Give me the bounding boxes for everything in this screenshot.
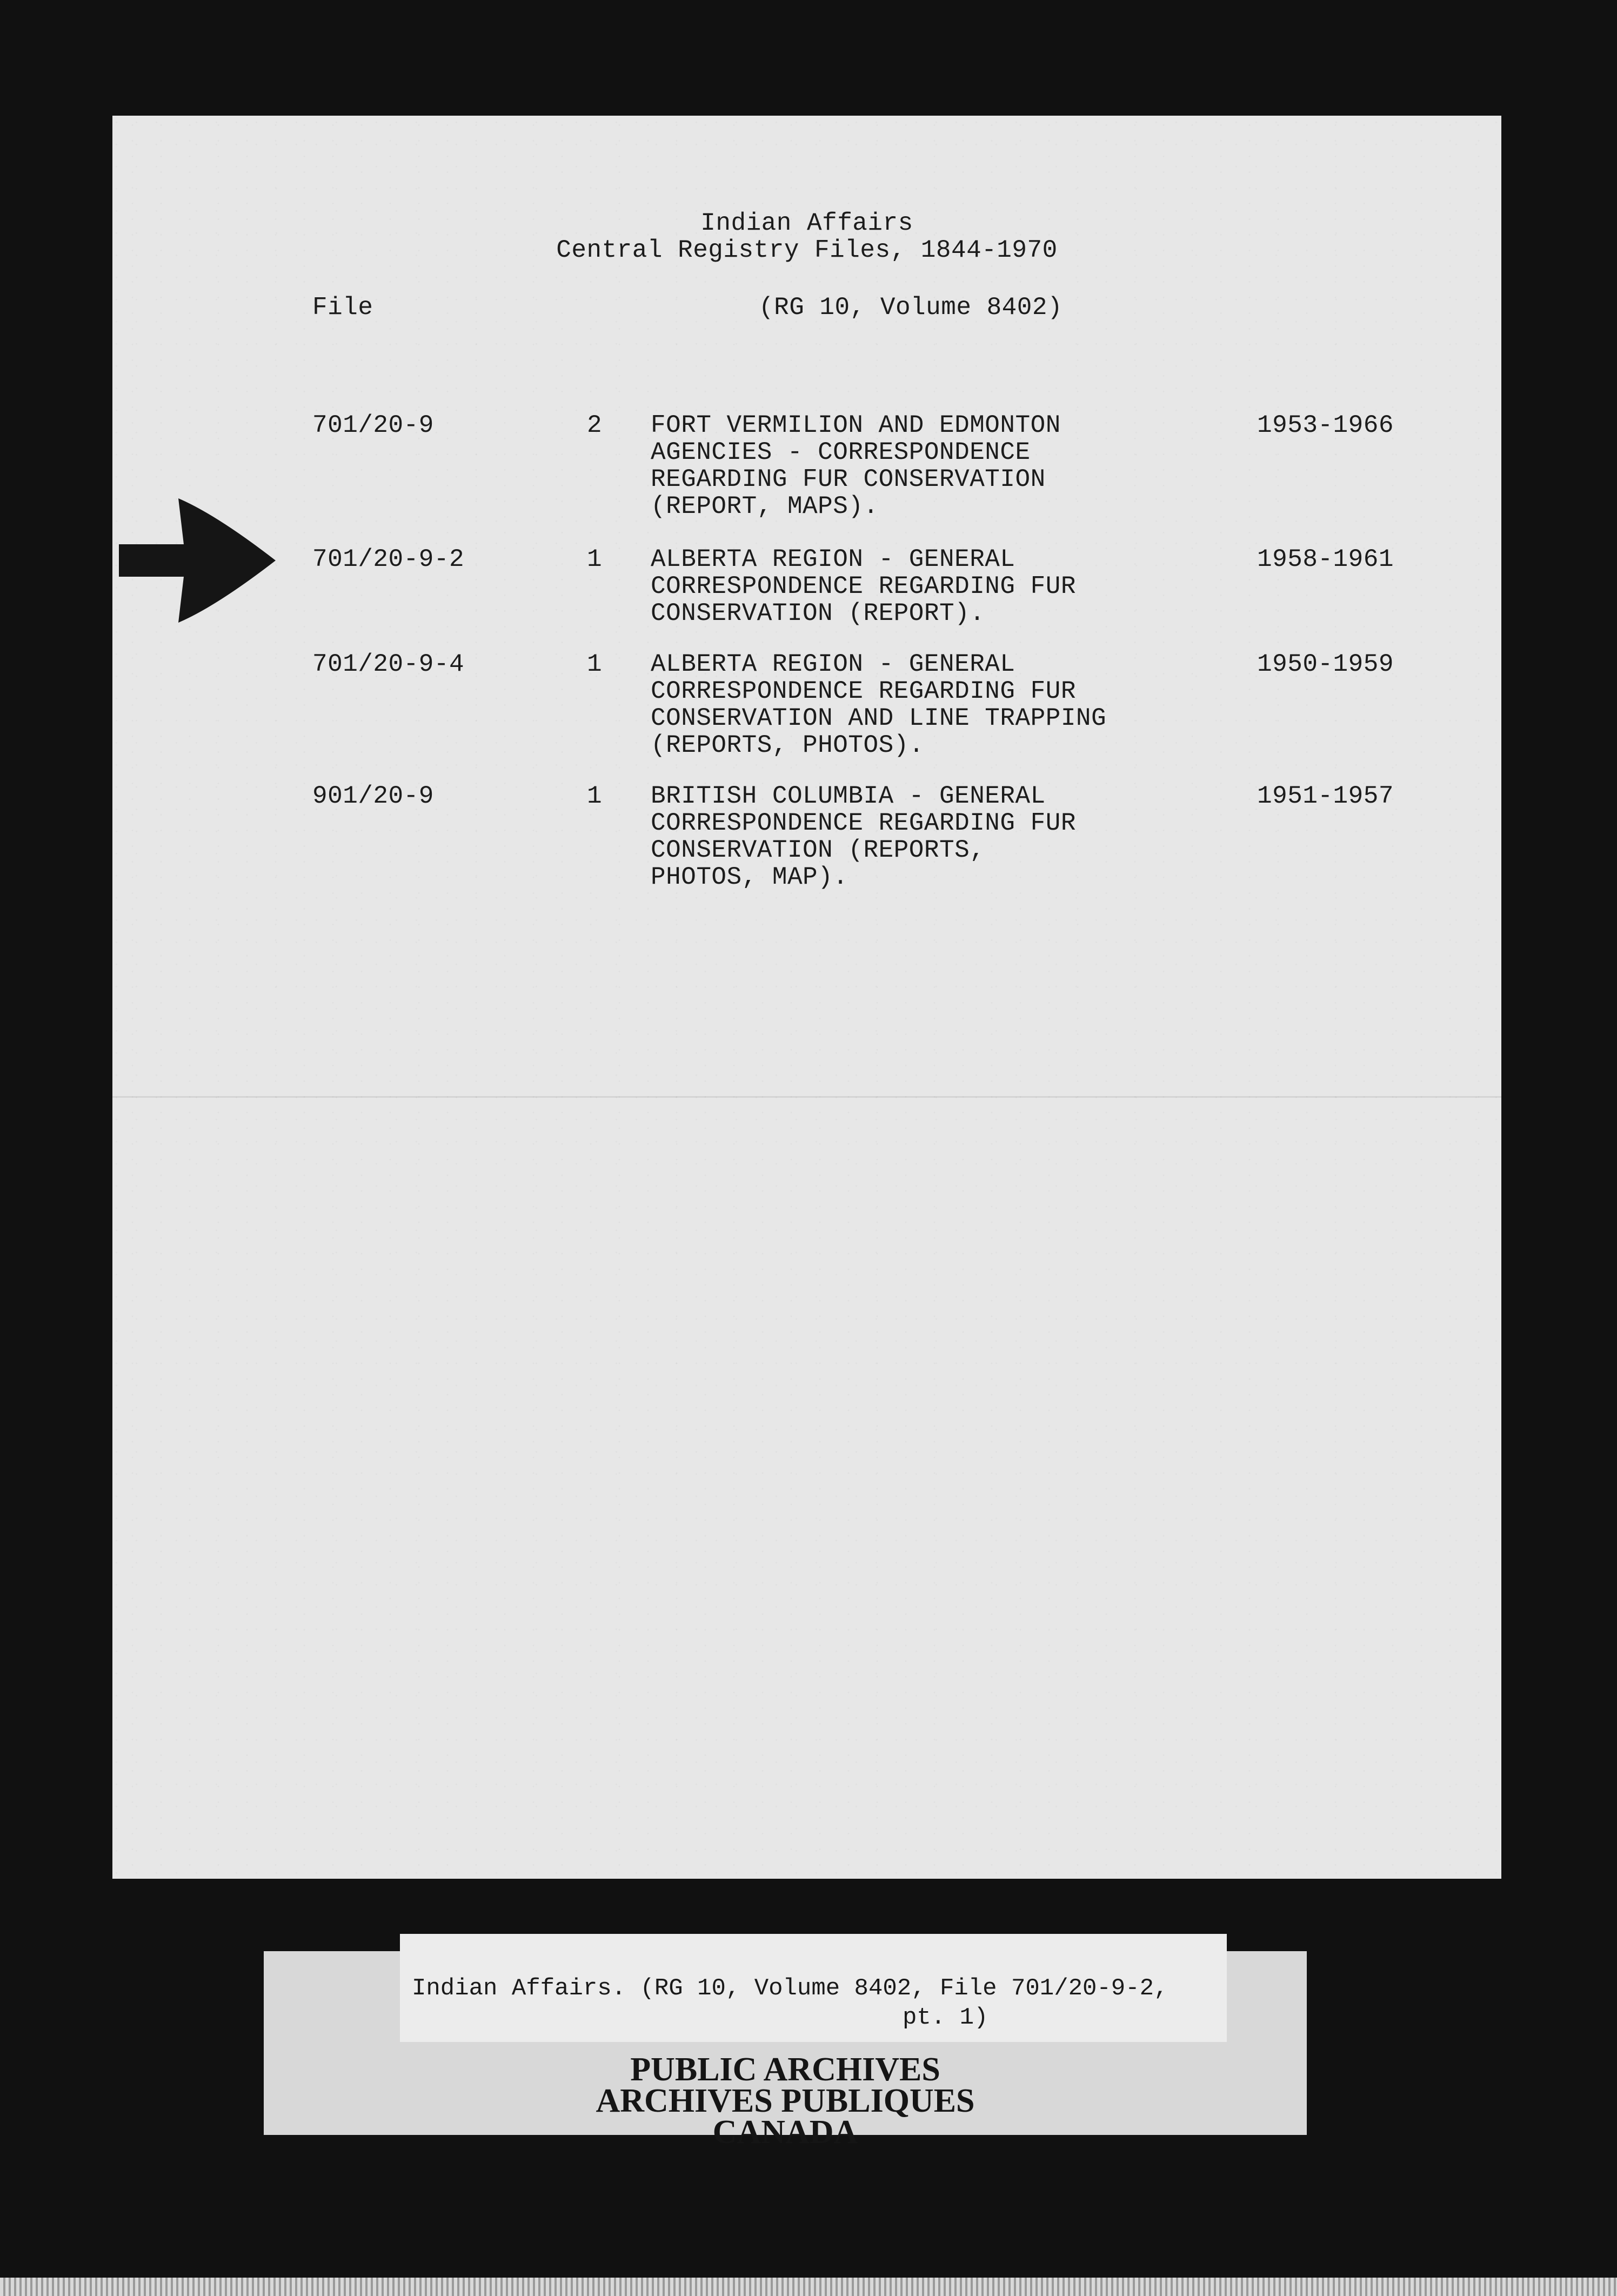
pointer-arrow-icon	[119, 493, 281, 628]
entry-volume: 1	[587, 545, 603, 573]
entry-volume: 2	[587, 411, 603, 439]
page-fold-line	[112, 1096, 1501, 1098]
entry-description-line: (REPORT, MAPS).	[651, 492, 879, 520]
entry-file-number: 901/20-9	[312, 782, 434, 810]
entry-description-line: FORT VERMILION AND EDMONTON	[651, 411, 1061, 439]
archives-stamp	[264, 2051, 1307, 2151]
entry-description-line: AGENCIES - CORRESPONDENCE	[651, 438, 1031, 466]
citation-card	[400, 1934, 1227, 2042]
entry-description-line: ALBERTA REGION - GENERAL	[651, 650, 1015, 678]
header-subtitle: Central Registry Files, 1844-1970	[556, 236, 1058, 264]
entry-dates: 1953-1966	[1257, 411, 1394, 439]
entry-file-number: 701/20-9-4	[312, 650, 465, 678]
entry-description-line: CONSERVATION AND LINE TRAPPING	[651, 704, 1107, 732]
volume-reference: (RG 10, Volume 8402)	[759, 293, 1063, 322]
entry-volume: 1	[587, 782, 603, 810]
entry-description-line: ALBERTA REGION - GENERAL	[651, 545, 1015, 573]
entry-description-line: CORRESPONDENCE REGARDING FUR	[651, 677, 1076, 705]
entry-description-line: PHOTOS, MAP).	[651, 863, 848, 891]
film-edge	[0, 2278, 1617, 2296]
entry-file-number: 701/20-9	[312, 411, 434, 439]
entry-description-line: (REPORTS, PHOTOS).	[651, 731, 924, 759]
entry-description-line: CORRESPONDENCE REGARDING FUR	[651, 809, 1076, 837]
stamp-line: PUBLIC ARCHIVES	[630, 2051, 940, 2088]
entry-description-line: CORRESPONDENCE REGARDING FUR	[651, 572, 1076, 600]
stamp-line: CANADA	[712, 2114, 858, 2151]
entry-description-line: BRITISH COLUMBIA - GENERAL	[651, 782, 1046, 810]
header-title: Indian Affairs	[700, 209, 913, 237]
entry-description-line: CONSERVATION (REPORT).	[651, 599, 985, 628]
entry-volume: 1	[587, 650, 603, 678]
entry-dates: 1951-1957	[1257, 782, 1394, 810]
entry-file-number: 701/20-9-2	[312, 545, 465, 573]
citation-line: pt. 1)	[903, 2004, 988, 2031]
entry-description-line: CONSERVATION (REPORTS,	[651, 836, 985, 864]
document-page	[112, 116, 1501, 1879]
citation-line: Indian Affairs. (RG 10, Volume 8402, File 701/20-9-2,	[412, 1975, 1168, 2002]
entry-dates: 1958-1961	[1257, 545, 1394, 573]
entry-description-line: REGARDING FUR CONSERVATION	[651, 465, 1046, 493]
stamp-line: ARCHIVES PUBLIQUES	[596, 2083, 975, 2119]
file-column-label: File	[312, 293, 373, 322]
entry-dates: 1950-1959	[1257, 650, 1394, 678]
